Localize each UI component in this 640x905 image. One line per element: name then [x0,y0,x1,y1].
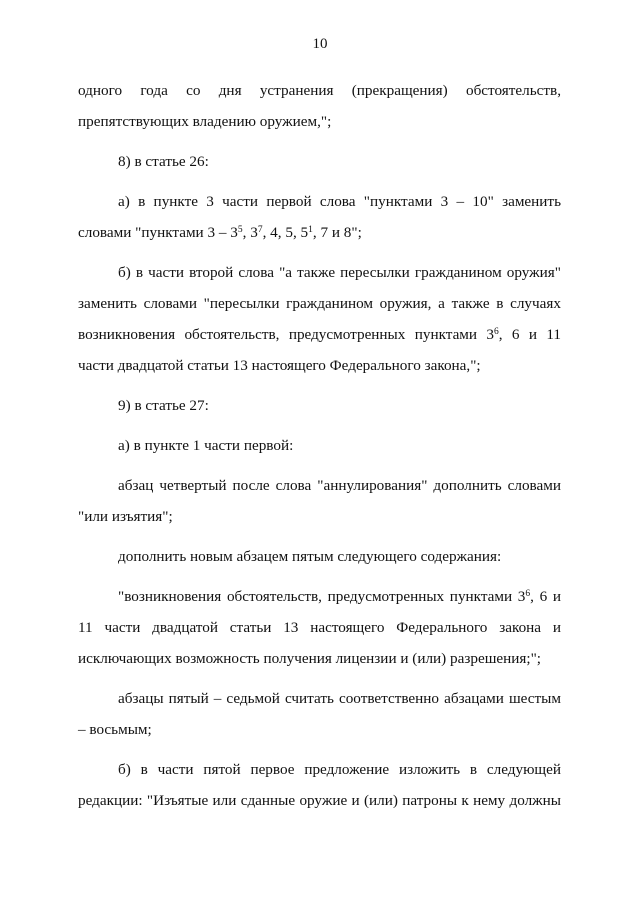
paragraph-item-9a: а) в пункте 1 части первой: [118,437,294,454]
paragraph-item-8a: а) в пункте 3 части первой слова "пунктами 3 – 10" заменить словами "пунктами $3 - 3^5$, $3^7$, 4, 5, $5^1$, 7 и 8"; [78,193,561,241]
page-number: 10 [312,36,328,52]
paragraph-renumber: абзацы пятый – седьмой считать соответственно абзацами шестым – восьмым; [78,690,561,738]
paragraph-item-9: 9) в статье 27: [118,397,209,414]
paragraph-item-9b: б) в части пятой первое предложение изложить в следующей редакции: "Изъятые или сданные оружие и (или) патроны к нему должны [78,761,561,809]
paragraph-item-8b: б) в части второй слова "а также пересылки гражданином оружия" заменить словами "пересылки гражданином оружия, а также в случаях возникновения обстоятельств, предусмотренных пунктами $3^6$, 6 и 11 части двадцатой статьи 13 настоящего Федерального закона,"; [78,264,561,374]
document-body [78,75,561,825]
paragraph-continuation: одного года со дня устранения (прекращения) обстоятельств, препятствующих владению оружием,"; [78,82,561,130]
paragraph-quote: "возникновения обстоятельств, предусмотренных пунктами $3^6$, 6 и 11 части двадцатой статьи 13 настоящего Федерального закона и исключающих возможность получения лицензии и (или) разрешения;"; [78,588,561,667]
paragraph-item-8: 8) в статье 26: [118,153,209,170]
paragraph-abzac-4: абзац четвертый после слова "аннулирования" дополнить словами "или изъятия"; [78,477,561,525]
paragraph-new-abzac: дополнить новым абзацем пятым следующего содержания: [118,548,502,565]
